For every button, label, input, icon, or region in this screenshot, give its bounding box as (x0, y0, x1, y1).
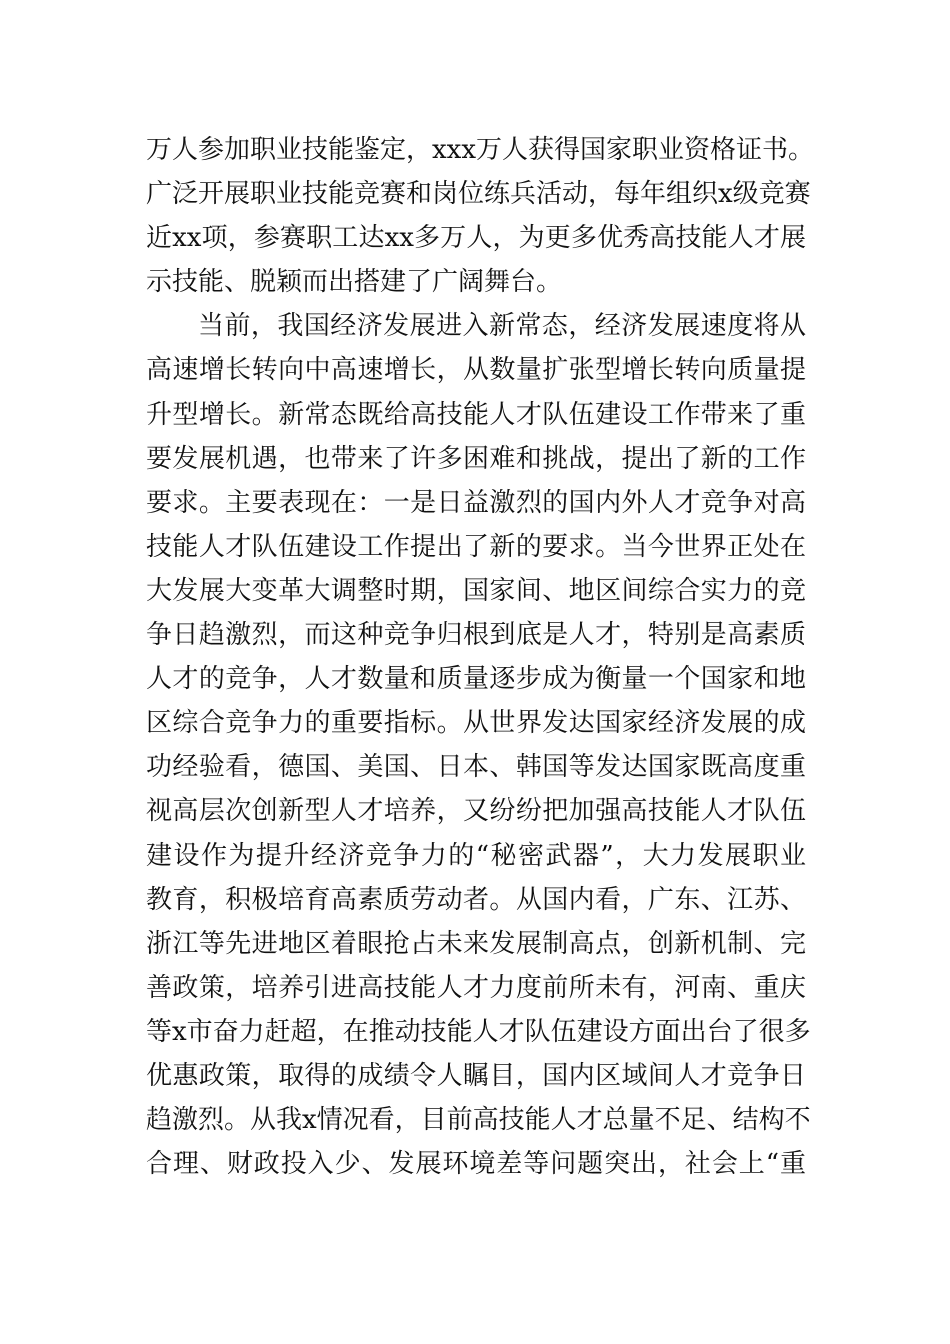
text-line: 争日趋激烈，而这种竞争归根到底是人才，特别是高素质 (146, 620, 806, 651)
text-line: 近xx项，参赛职工达xx多万人，为更多优秀高技能人才展 (146, 223, 806, 254)
text-line: 示技能、脱颖而出搭建了广阔舞台。 (146, 267, 563, 298)
body-text (146, 128, 814, 1186)
text-line: 高速增长转向中高速增长，从数量扩张型增长转向质量提 (146, 355, 806, 386)
text-line: 大发展大变革大调整时期，国家间、地区间综合实力的竞 (146, 575, 806, 606)
text-line: 区综合竞争力的重要指标。从世界发达国家经济发展的成 (146, 708, 806, 739)
text-line: 万人参加职业技能鉴定，xxx万人获得国家职业资格证书。 (146, 135, 814, 165)
text-line: 广泛开展职业技能竞赛和岗位练兵活动，每年组织x级竞赛 (146, 179, 811, 210)
text-line: 建设作为提升经济竞争力的“秘密武器”，大力发展职业 (146, 840, 806, 871)
text-line: 要求。主要表现在：一是日益激烈的国内外人才竞争对高 (146, 487, 806, 518)
text-line: 视高层次创新型人才培养，又纷纷把加强高技能人才队伍 (146, 796, 806, 827)
text-line: 人才的竞争，人才数量和质量逐步成为衡量一个国家和地 (146, 664, 806, 695)
text-line: 优惠政策，取得的成绩令人瞩目，国内区域间人才竞争日 (146, 1060, 806, 1091)
text-line: 技能人才队伍建设工作提出了新的要求。当今世界正处在 (146, 531, 806, 562)
text-line: 合理、财政投入少、发展环境差等问题突出，社会上“重 (146, 1149, 806, 1180)
text-line: 等x市奋力赶超，在推动技能人才队伍建设方面出台了很多 (146, 1016, 811, 1047)
text-line: 教育，积极培育高素质劳动者。从国内看，广东、江苏、 (146, 884, 806, 915)
text-line: 浙江等先进地区着眼抢占未来发展制高点，创新机制、完 (146, 928, 806, 959)
text-line: 要发展机遇，也带来了许多困难和挑战，提出了新的工作 (146, 443, 806, 474)
text-line: 善政策，培养引进高技能人才力度前所未有，河南、重庆 (146, 972, 806, 1003)
paragraph-first-line: 当前，我国经济发展进入新常态，经济发展速度将从 (198, 311, 806, 342)
text-line: 趋激烈。从我x情况看，目前高技能人才总量不足、结构不 (146, 1105, 811, 1136)
text-line: 功经验看，德国、美国、日本、韩国等发达国家既高度重 (146, 752, 806, 783)
text-line: 升型增长。新常态既给高技能人才队伍建设工作带来了重 (146, 399, 806, 430)
